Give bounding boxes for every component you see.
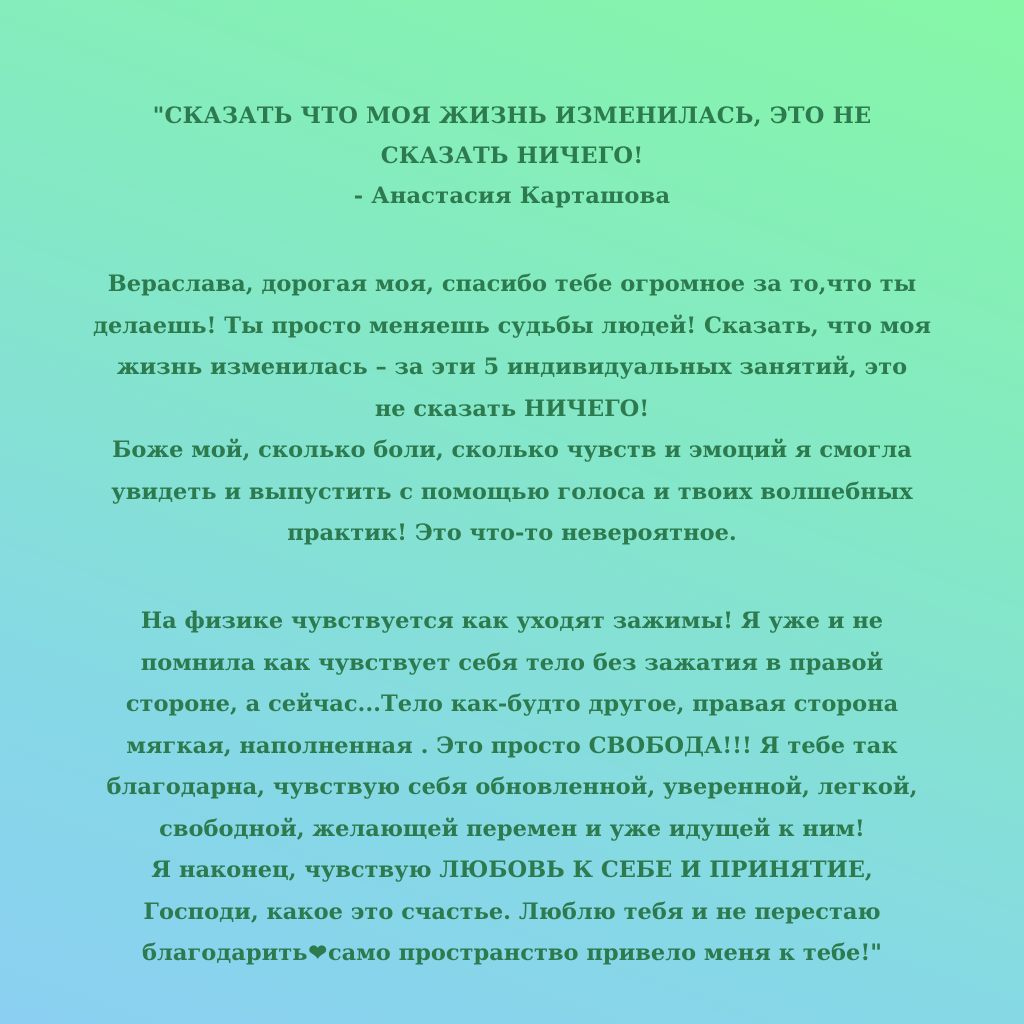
text-segment: само пространство привело меня к тебе!" [327, 940, 882, 966]
testimonial-paragraph-1 [40, 264, 984, 555]
text-line: Вераслава, дорогая моя, спасибо тебе огромное за то,что ты [107, 271, 917, 297]
testimonial-paragraph-2 [40, 601, 984, 975]
text-line: помнила как чувствует себя тело без зажатия в правой [140, 649, 884, 676]
quote-title-line-1: "СКАЗАТЬ ЧТО МОЯ ЖИЗНЬ ИЗМЕНИЛАСЬ, ЭТО НЕ [152, 103, 872, 129]
heart-icon: ❤ [308, 940, 327, 966]
text-line: жизнь изменилась – за эти 5 индивидуальных занятий, это [116, 354, 908, 380]
quote-heading [40, 96, 984, 216]
text-line: делаешь! Ты просто меняешь судьбы людей! Сказать, что моя [93, 312, 931, 339]
quote-author: - Анастасия Карташова [353, 183, 671, 209]
text-line: мягкая, наполненная . Это просто СВОБОДА!!! Я тебе так [126, 732, 898, 759]
text-line-last [40, 933, 984, 975]
text-line: практик! Это что-то невероятное. [287, 520, 737, 546]
text-line: не сказать НИЧЕГО! [374, 395, 650, 422]
text-line: Боже мой, сколько боли, сколько чувств и эмоций я смогла [112, 437, 912, 463]
text-line: увидеть и выпустить с помощью голоса и твоих волшебных [111, 478, 913, 505]
text-line: Я наконец, чувствую ЛЮБОВЬ К СЕБЕ И ПРИНЯТИЕ, [151, 857, 873, 883]
text-line: свободной, желающей перемен и уже идущей к ним! [159, 815, 865, 842]
quote-title-line-2: СКАЗАТЬ НИЧЕГО! [380, 143, 644, 169]
text-line: На физике чувствуется как уходят зажимы! Я уже и не [140, 608, 884, 634]
text-line: Господи, какое это счастье. Люблю тебя и не перестаю [143, 898, 881, 925]
text-line: стороне, а сейчас...Тело как-будто другое, правая сторона [125, 691, 899, 717]
text-line: благодарна, чувствую себя обновленной, уверенной, легкой, [106, 774, 918, 800]
text-segment: благодарить [142, 940, 308, 966]
